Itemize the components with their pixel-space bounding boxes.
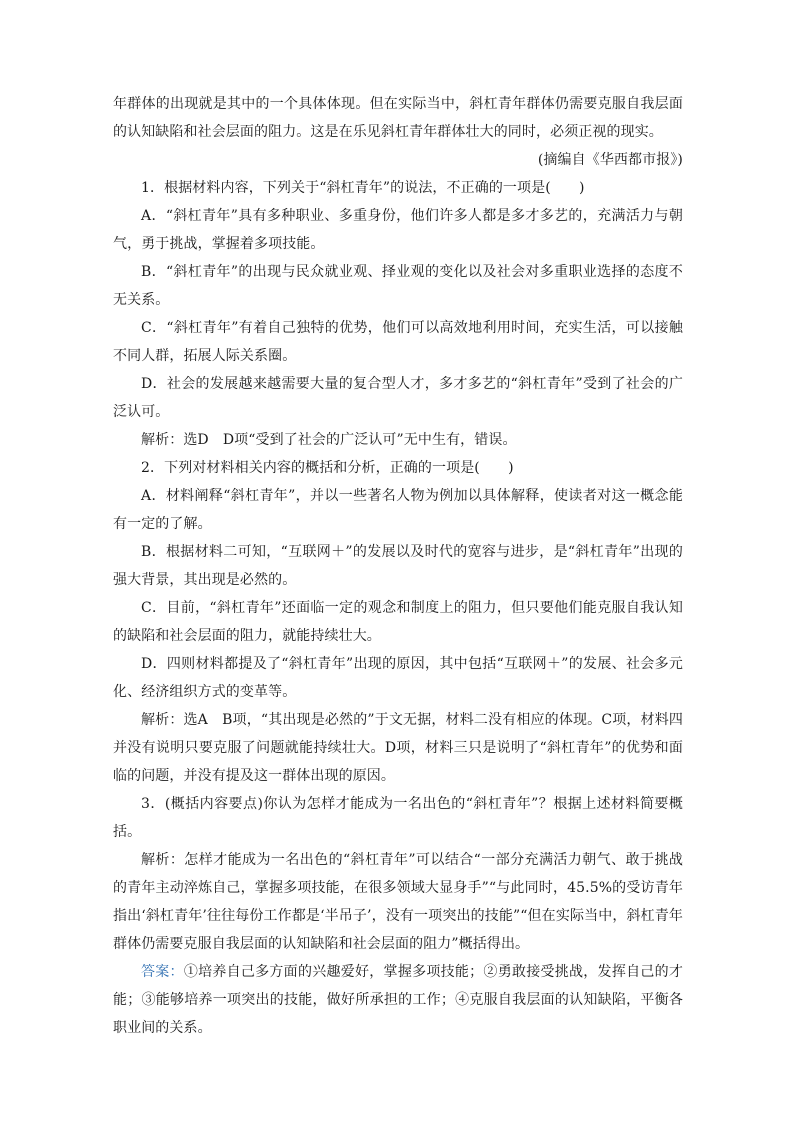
- source-citation: (摘编自《华西都市报》): [537, 152, 683, 168]
- intro-paragraph: 年群体的出现就是其中的一个具体体现。但在实际当中，斜杠青年群体仍需要克服自我层面的认知缺陷和社会层面的阻力。这是在乐见斜杠青年群体壮大的同时，必须正视的现实。: [113, 96, 683, 140]
- q1-option-d: D．社会的发展越来越需要大量的复合型人才，多才多艺的“斜杠青年”受到了社会的广泛认可。: [113, 376, 683, 420]
- q2-stem: 2．下列对材料相关内容的概括和分析，正确的一项是( ): [141, 460, 514, 476]
- q1-option-a: A．“斜杠青年”具有多种职业、多重身份，他们许多人都是多才多艺的，充满活力与朝气，勇于挑战，掌握着多项技能。: [113, 208, 683, 252]
- q2-analysis: [113, 706, 683, 790]
- q2-option-c: C．目前，“斜杠青年”还面临一定的观念和制度上的阻力，但只要他们能克服自我认知的缺陷和社会层面的阻力，就能持续壮大。: [113, 600, 683, 644]
- q1-analysis-text: 选D D项“受到了社会的广泛认可”无中生有，错误。: [183, 432, 517, 448]
- analysis-label: 解析：: [141, 852, 185, 868]
- q3-answer-text: ①培养自己多方面的兴趣爱好，掌握多项技能；②勇敢接受挑战，发挥自己的才能；③能够培养一项突出的技能，做好所承担的工作；④克服自我层面的认知缺陷，平衡各职业间的关系。: [113, 964, 683, 1036]
- q2-analysis-text: 选A B项，“其出现是必然的”于文无据，材料二没有相应的体现。C项，材料四并没有说明只要克服了问题就能持续壮大。D项，材料三只是说明了“斜杠青年”的优势和面临的问题，并没有提及这一群体出现的原因。: [113, 712, 683, 784]
- q3-answer: [113, 958, 683, 1042]
- answer-label: 答案：: [141, 964, 184, 980]
- analysis-label: 解析：: [141, 432, 184, 448]
- q1-option-c: C．“斜杠青年”有着自己独特的优势，他们可以高效地利用时间，充实生活，可以接触不同人群，拓展人际关系圈。: [113, 320, 683, 364]
- q3-analysis-text: 怎样才能成为一名出色的“斜杠青年”可以结合“一部分充满活力朝气、敢于挑战的青年主动淬炼自己，掌握多项技能，在很多领域大显身手”“与此同时，45.5%的受访青年指出‘斜杠青年’往往每份工作都是‘半吊子’，没有一项突出的技能”“但在实际当中，斜杠青年群体仍需要克服自我层面的认知缺陷和社会层面的阻力”概括得出。: [113, 852, 683, 952]
- q2-option-a: A．材料阐释“斜杠青年”，并以一些著名人物为例加以具体解释，使读者对这一概念能有一定的了解。: [113, 488, 683, 532]
- q3-stem: 3．(概括内容要点)你认为怎样才能成为一名出色的“斜杠青年”？根据上述材料简要概括。: [113, 796, 683, 840]
- q1-analysis: [113, 426, 683, 454]
- q3-analysis: [113, 846, 683, 958]
- q2-option-b: B．根据材料二可知，“互联网＋”的发展以及时代的宽容与进步，是“斜杠青年”出现的强大背景，其出现是必然的。: [113, 544, 683, 588]
- q1-stem: 1．根据材料内容，下列关于“斜杠青年”的说法，不正确的一项是( ): [141, 180, 585, 196]
- analysis-label: 解析：: [141, 712, 184, 728]
- q2-option-d: D．四则材料都提及了“斜杠青年”出现的原因，其中包括“互联网＋”的发展、社会多元化、经济组织方式的变革等。: [113, 656, 683, 700]
- document-body: [113, 90, 683, 1042]
- q1-option-b: B．“斜杠青年”的出现与民众就业观、择业观的变化以及社会对多重职业选择的态度不无关系。: [113, 264, 683, 308]
